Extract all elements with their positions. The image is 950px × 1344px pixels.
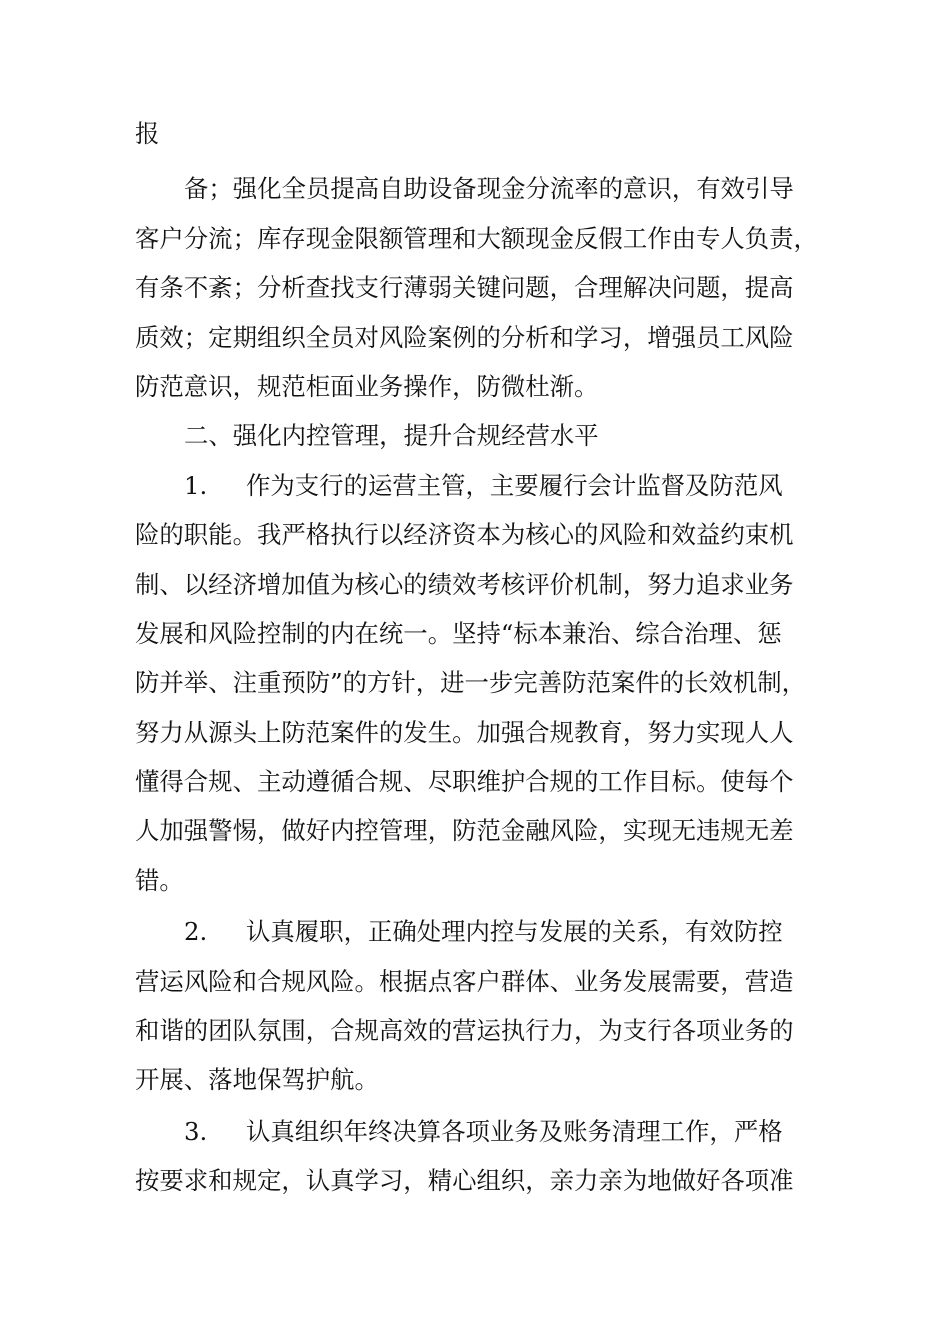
numbered-item-line xyxy=(135,461,835,510)
text-line: 客户分流；库存现金限额管理和大额现金反假工作由专人负责， xyxy=(135,223,818,253)
item-text: 作为支行的运营主管，主要履行会计监督及防范风 xyxy=(246,470,783,500)
text-line: 和谐的团队氛围，合规高效的营运执行力，为支行各项业务的 xyxy=(135,1016,794,1046)
text-line: 营运风险和合规风险。根据点客户群体、业务发展需要，营造 xyxy=(135,966,794,996)
text-line: 努力从源头上防范案件的发生。加强合规教育，努力实现人人 xyxy=(135,717,794,747)
item-text: 认真履职，正确处理内控与发展的关系，有效防控 xyxy=(246,917,783,947)
numbered-item-line xyxy=(135,1107,835,1156)
item-number: 3. xyxy=(184,1116,208,1146)
text-line: 险的职能。我严格执行以经济资本为核心的风险和效益约束机 xyxy=(135,520,794,550)
item-text: 认真组织年终决算各项业务及账务清理工作，严格 xyxy=(246,1116,783,1146)
item-number: 2. xyxy=(184,917,208,947)
document-body xyxy=(135,109,835,1206)
text-line: 错。 xyxy=(135,865,184,895)
item-number: 1. xyxy=(184,470,208,500)
section-heading: 二、强化内控管理，提升合规经营水平 xyxy=(184,421,599,451)
text-line: 备；强化全员提高自助设备现金分流率的意识，有效引导 xyxy=(184,174,794,204)
text-line: 人加强警惕，做好内控管理，防范金融风险，实现无违规无差 xyxy=(135,816,794,846)
text-line: 开展、落地保驾护航。 xyxy=(135,1065,379,1095)
text-line: 报 xyxy=(135,119,160,148)
text-line: 质效；定期组织全员对风险案例的分析和学习，增强员工风险 xyxy=(135,322,794,352)
text-line: 按要求和规定，认真学习，精心组织，亲力亲为地做好各项准 xyxy=(135,1166,794,1196)
text-line: 发展和风险控制的内在统一。坚持“标本兼治、综合治理、惩 xyxy=(135,618,782,648)
text-line: 懂得合规、主动遵循合规、尽职维护合规的工作目标。使每个 xyxy=(135,767,794,797)
text-line: 防并举、注重预防”的方针，进一步完善防范案件的长效机制， xyxy=(135,668,807,698)
numbered-item-line xyxy=(135,907,835,956)
text-line: 防范意识，规范柜面业务操作，防微杜渐。 xyxy=(135,371,599,401)
text-line: 制、以经济增加值为核心的绩效考核评价机制，努力追求业务 xyxy=(135,569,794,599)
text-line: 有条不紊；分析查找支行薄弱关键问题，合理解决问题，提高 xyxy=(135,273,794,303)
